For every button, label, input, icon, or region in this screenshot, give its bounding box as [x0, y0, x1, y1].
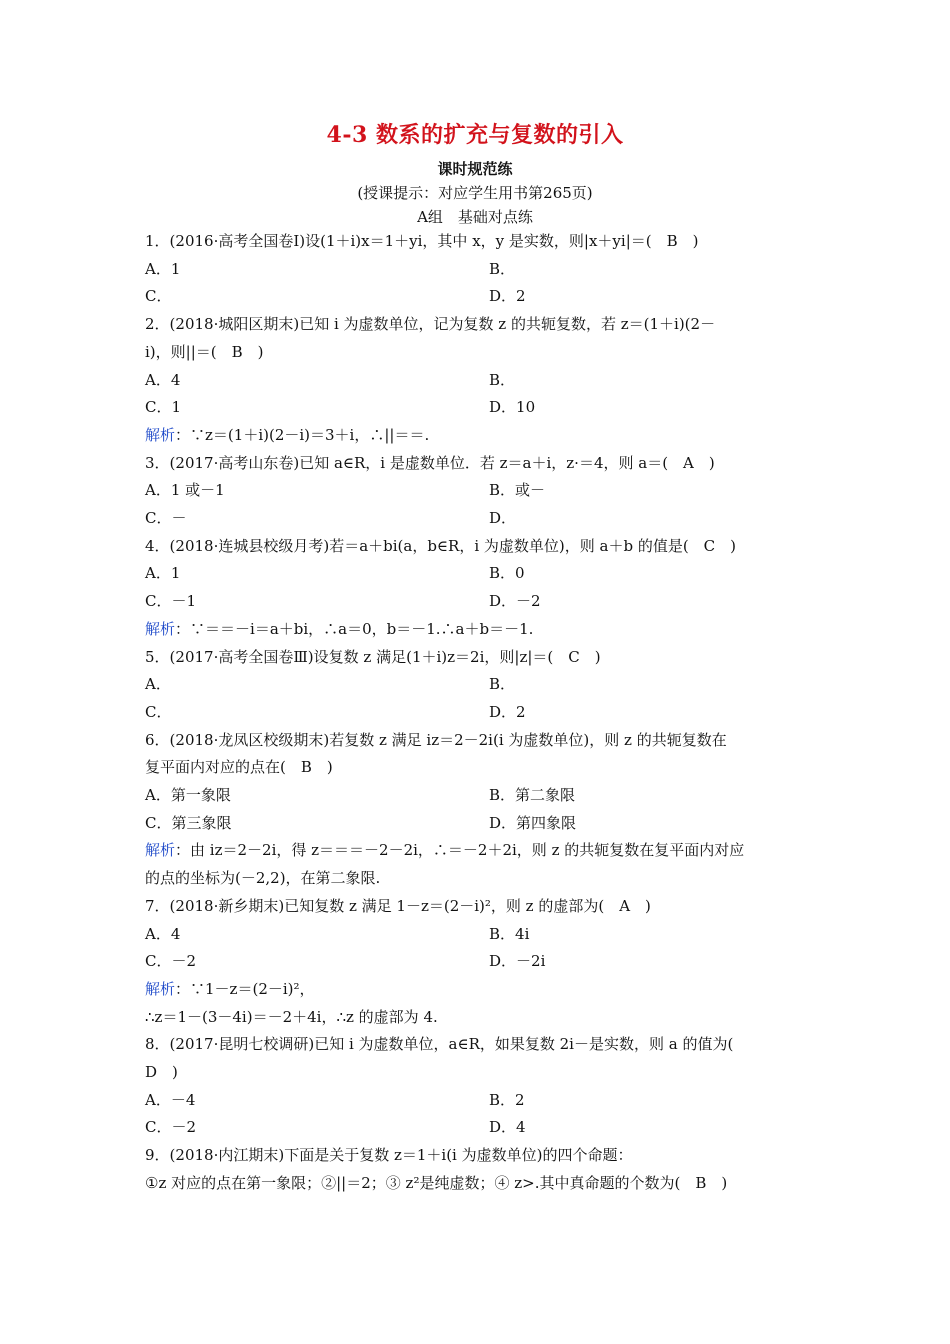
solution-text: ：∵1－z＝(2－i)²，: [175, 980, 315, 998]
question-line: ①z 对应的点在第一象限；②||＝2；③ z²是纯虚数；④ z>.其中真命题的个数为( B ): [145, 1174, 728, 1192]
option-left: C．－2: [145, 952, 197, 970]
question-line: i)，则||＝( B ): [145, 343, 264, 361]
solution-label: 解析: [145, 980, 176, 998]
option-right: B．第二象限: [489, 786, 576, 804]
option-left: C．1: [145, 398, 182, 416]
option-left: A．1: [145, 564, 181, 582]
option-right: B．: [489, 675, 516, 693]
option-left: C．第三象限: [145, 814, 232, 832]
group-heading: A组 基础对点练: [417, 208, 533, 226]
option-left: C．: [145, 287, 172, 305]
option-right: B．0: [489, 564, 525, 582]
question-line: 1．(2016·高考全国卷Ⅰ)设(1＋i)x＝1＋yi，其中 x，y 是实数，则|x＋yi|＝( B ): [145, 232, 699, 250]
option-right: D．－2: [489, 592, 541, 610]
option-right: B．2: [489, 1091, 525, 1109]
option-right: B．或－: [489, 481, 546, 499]
question-line: 7．(2018·新乡期末)已知复数 z 满足 1－z＝(2－i)²，则 z 的虚部为( A ): [145, 897, 651, 915]
solution-text: ：∵＝＝－i＝a＋bi，∴a＝0，b＝－1.∴a＋b＝－1.: [175, 620, 534, 638]
question-line: 3．(2017·高考山东卷)已知 a∈R，i 是虚数单位．若 z＝a＋i，z·＝4，则 a＝( A ): [145, 454, 715, 472]
option-right: B．4i: [489, 925, 530, 943]
option-left: A．－4: [145, 1091, 196, 1109]
question-line: 2．(2018·城阳区期末)已知 i 为虚数单位，记为复数 z 的共轭复数，若 z＝(1＋i)(2－: [145, 315, 716, 333]
question-line: 9．(2018·内江期末)下面是关于复数 z＝1＋i(i 为虚数单位)的四个命题：: [145, 1146, 633, 1164]
option-left: C．－: [145, 509, 187, 527]
option-right: D．2: [489, 703, 526, 721]
option-left: A．: [145, 675, 171, 693]
solution-label: 解析: [145, 620, 176, 638]
option-right: D．2: [489, 287, 526, 305]
question-line: 的点的坐标为(－2,2)，在第二象限.: [145, 869, 381, 887]
solution-line: [145, 425, 429, 445]
solution-label: 解析: [145, 426, 176, 444]
question-line: 5．(2017·高考全国卷Ⅲ)设复数 z 满足(1＋i)z＝2i，则|z|＝( C ): [145, 648, 601, 666]
option-right: D．10: [489, 398, 536, 416]
option-left: C．－2: [145, 1118, 197, 1136]
option-right: D．4: [489, 1118, 526, 1136]
solution-label: 解析: [145, 841, 176, 859]
option-left: A．1 或－1: [145, 481, 225, 499]
question-line: D ): [145, 1063, 178, 1081]
question-line: 复平面内对应的点在( B ): [145, 758, 333, 776]
solution-line: [145, 979, 315, 999]
solution-text: ：∵z＝(1＋i)(2－i)＝3＋i，∴||＝＝.: [175, 426, 430, 444]
option-left: A．第一象限: [145, 786, 231, 804]
question-line: 8．(2017·昆明七校调研)已知 i 为虚数单位，a∈R，如果复数 2i－是实数，则 a 的值为(: [145, 1035, 734, 1053]
textbook-hint: (授课提示：对应学生用书第265页): [357, 184, 593, 202]
solution-text: ：由 iz＝2－2i，得 z＝＝＝－2－2i，∴＝－2＋2i，则 z 的共轭复数在复平面内对应: [175, 841, 745, 859]
option-right: B．: [489, 371, 516, 389]
option-right: D．－2i: [489, 952, 546, 970]
section-subtitle: 课时规范练: [437, 160, 513, 178]
option-left: A．1: [145, 260, 181, 278]
option-right: B．: [489, 260, 516, 278]
option-left: C．: [145, 703, 172, 721]
option-left: C．－1: [145, 592, 197, 610]
option-right: D．第四象限: [489, 814, 577, 832]
option-left: A．4: [145, 371, 181, 389]
solution-line: [145, 840, 744, 860]
question-line: 4．(2018·连城县校级月考)若＝a＋bi(a，b∈R，i 为虚数单位)，则 a＋b 的值是( C ): [145, 537, 737, 555]
question-line: ∴z＝1－(3－4i)＝－2＋4i，∴z 的虚部为 4.: [145, 1008, 438, 1026]
page-title: 4-3 数系的扩充与复数的引入: [326, 122, 624, 148]
option-left: A．4: [145, 925, 181, 943]
question-line: 6．(2018·龙凤区校级期末)若复数 z 满足 iz＝2－2i(i 为虚数单位)，则 z 的共轭复数在: [145, 731, 727, 749]
solution-line: [145, 619, 533, 639]
option-right: D．: [489, 509, 517, 527]
